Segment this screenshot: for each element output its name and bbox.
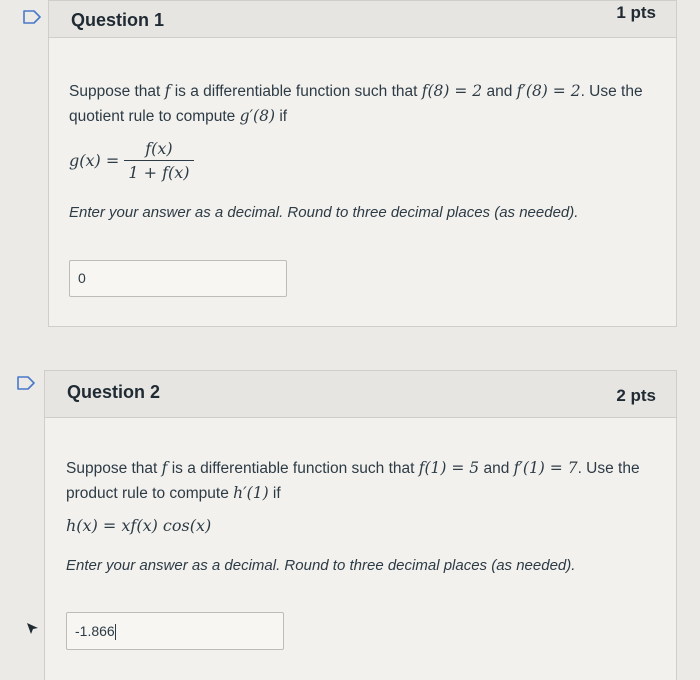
question-2-points: 2 pts (616, 386, 656, 405)
question-1-points: 1 pts (616, 3, 656, 22)
question-1-answer-input[interactable]: 0 (69, 260, 287, 297)
question-2-title: Question 2 (67, 382, 161, 402)
question-1-title: Question 1 (71, 10, 165, 30)
question-1-instruction: Enter your answer as a decimal. Round to three decimal places (as needed). (69, 204, 579, 221)
mouse-pointer-icon (26, 622, 40, 636)
flag-question-icon[interactable] (17, 376, 35, 390)
question-2-text: Suppose that f is a differentiable function such that f(1) = 5 and f′(1) = 7. Use the product rule to compute h′(1) if (66, 459, 640, 502)
question-1-card (48, 0, 677, 327)
text-caret (115, 624, 116, 640)
question-1-formula: g(x) = $\frac{f(x)}{1 + f(x)}$ (69, 139, 194, 182)
question-2-instruction: Enter your answer as a decimal. Round to three decimal places (as needed). (66, 557, 576, 574)
flag-question-icon[interactable] (23, 10, 41, 24)
question-2-answer-input[interactable]: -1.866 (66, 612, 284, 650)
question-2-formula: h(x) = xf(x) cos(x) (66, 516, 212, 535)
question-1-text: Suppose that f is a differentiable function such that f(8) = 2 and f′(8) = 2. Use the quotient rule to compute g′(8) if (69, 82, 643, 125)
question-2-card (44, 370, 677, 680)
